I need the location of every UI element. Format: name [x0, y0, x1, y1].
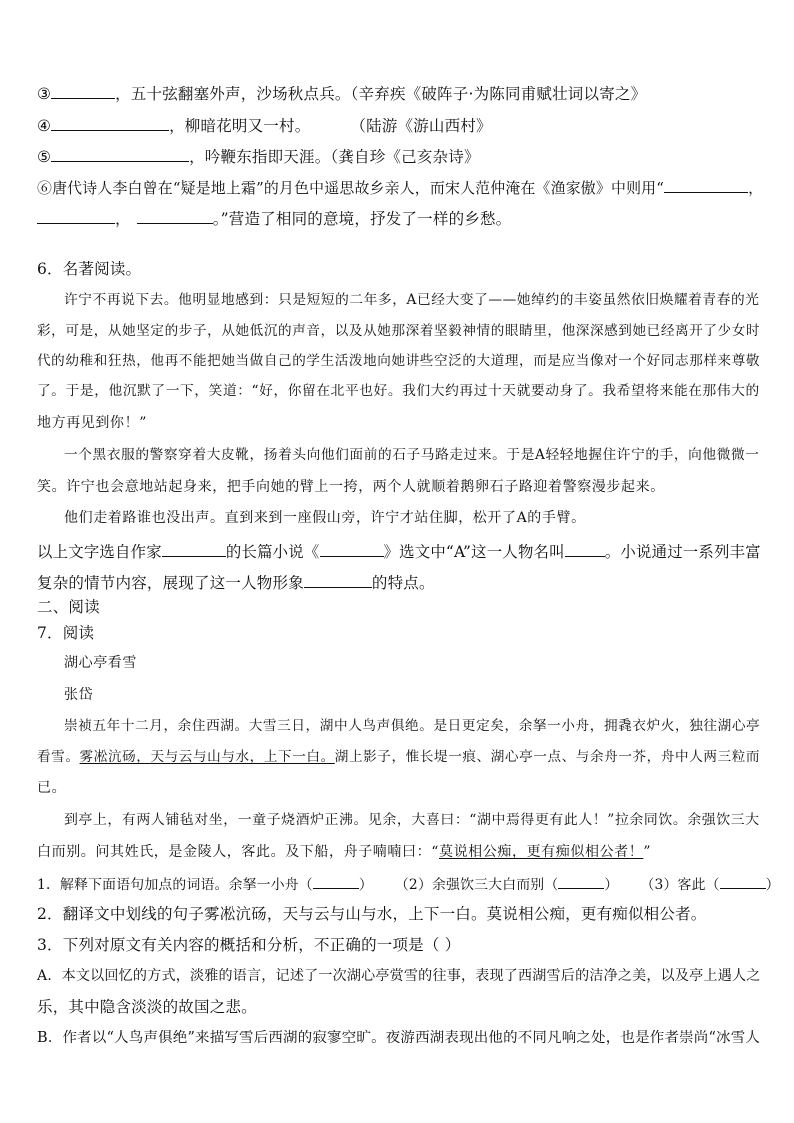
- answer-blank[interactable]: [720, 876, 766, 889]
- option-b-line-1[interactable]: B．作者以“人鸟声俱绝”来描写雪后西湖的寂寥空旷。夜游西湖表现出他的不同凡响之处，也是作者崇尚“冰雪人: [37, 1030, 761, 1046]
- passage-line: 了。于是，他沉默了一下，笑道：“好，你留在北平也好。我们大约再过十天就要动身了。我希望将来能在那伟大的: [37, 383, 760, 399]
- novel-title-blank[interactable]: [320, 542, 384, 557]
- prompt-text: 以上文字选自作家: [37, 543, 162, 561]
- passage-line: 已。: [37, 780, 67, 796]
- answer-blank[interactable]: [51, 116, 169, 131]
- sub-question-1: [37, 876, 780, 893]
- passage-text: 湖上影子，惟长堤一痕、湖心亭一点、与余舟一芥，舟中人两三粒而: [334, 749, 761, 765]
- item-number: ⑤: [37, 148, 52, 166]
- item-text: ，: [115, 210, 131, 228]
- fill-in-item-5: [37, 147, 480, 166]
- passage-line: 笑。许宁也会意地站起身来，把手向她的臂上一挎，两个人就顺着鹅卵石子路迎着警察漫步起来。: [37, 479, 665, 495]
- prompt-text: ）: [358, 877, 373, 893]
- passage-line: 一个黑衣服的警察穿着大皮靴，扬着头向他们面前的石子马路走过来。于是A轻轻地握住许宁的手，向他微微一: [64, 447, 760, 463]
- prompt-text: 的特点。: [371, 574, 435, 592]
- answer-blank[interactable]: [664, 178, 748, 193]
- fill-in-item-6-line-1: [37, 178, 763, 196]
- prompt-text: （3）客此（: [640, 877, 720, 893]
- answer-blank[interactable]: [51, 84, 115, 99]
- prompt-text: ）: [765, 877, 780, 893]
- prompt-text: 的长篇小说《: [225, 543, 320, 561]
- answer-blank[interactable]: [37, 209, 115, 224]
- fill-in-item-4: [37, 116, 492, 135]
- passage-line: 代的幼稚和狂热，他再不能把她当做自己的学生活泼地向她讲些空泛的大道理，而是应当像对一个好同志那样来尊敬: [37, 353, 761, 369]
- question-6-title: 6．名著阅读。: [37, 260, 142, 278]
- underlined-sentence: 莫说相公痴，更有痴似相公者！: [438, 844, 644, 860]
- prompt-text: 1．解释下面语句加点的词语。余拏一小舟（: [37, 877, 313, 893]
- trait-blank[interactable]: [304, 573, 372, 588]
- item-text: ，柳暗花明又一村。: [169, 117, 311, 135]
- passage-line: 许宁不再说下去。他明显地感到：只是短短的二年多，A已经大变了——她绰约的丰姿虽然依旧焕耀着青春的光: [64, 292, 760, 308]
- prompt-text: ）: [604, 877, 619, 893]
- author-blank[interactable]: [162, 542, 226, 557]
- sub-question-3: 3．下列对原文有关内容的概括和分析，不正确的一项是（ ）: [37, 936, 461, 954]
- section-2-title: 二、阅读: [37, 598, 100, 616]
- option-a-line-1[interactable]: A．本文以回忆的方式，淡雅的语言，记述了一次湖心亭赏雪的往事，表现了西湖雪后的洁净之美，以及亭上遇人之: [37, 968, 761, 984]
- passage-text: ”: [643, 844, 652, 860]
- underlined-sentence: 雾凇沆砀，天与云与山与水，上下一白。: [79, 749, 335, 765]
- passage-line: 彩，可是，从她坚定的步子，从她低沉的声音，以及从她那深着坚毅神情的眼睛里，他深深感到她已经离开了少女时: [37, 323, 761, 339]
- item-text: ，吟鞭东指即天涯。（龚自珍《己亥杂诗》: [189, 148, 480, 166]
- item-text: 。”营造了相同的意境，抒发了一样的乡愁。: [212, 210, 512, 228]
- question-7-title: 7．阅读: [37, 624, 95, 642]
- fill-in-item-6-line-2: [37, 209, 511, 228]
- prompt-text: 》选文中“A”这一人物名叫: [383, 543, 565, 561]
- passage-text: 白而别。问其姓氏，是金陵人，客此。及下船，舟子喃喃曰：“: [37, 844, 439, 860]
- character-name-blank[interactable]: [565, 542, 605, 557]
- item-text: ⑥唐代诗人李白曾在“疑是地上霜”的月色中遥思故乡亲人，而宋人范仲淹在《渔家傲》中则用“: [37, 179, 665, 197]
- item-text: ，五十弦翻塞外声，沙场秋点兵。（辛弃疾《破阵子·为陈同甫赋壮词以寄之》: [115, 85, 647, 103]
- answer-blank[interactable]: [558, 876, 604, 889]
- item-number: ④: [37, 117, 52, 135]
- option-a-line-2: 乐，其中隐含淡淡的故国之悲。: [37, 998, 257, 1016]
- prompt-text: （2）余强饮三大白而别（: [394, 877, 559, 893]
- passage-line: 到亭上，有两人铺毡对坐，一童子烧酒炉正沸。见余，大喜曰：“湖中焉得更有此人！”拉余同饮。余强饮三大: [64, 812, 760, 828]
- item-source: （陆游《游山西村》: [350, 117, 492, 135]
- prompt-text: 。小说通过一系列丰富: [604, 543, 761, 561]
- passage-line: 崇祯五年十二月，余住西湖。大雪三日，湖中人鸟声俱绝。是日更定矣，余拏一小舟，拥毳衣炉火，独往湖心亭: [64, 718, 761, 734]
- answer-blank[interactable]: [313, 876, 359, 889]
- poem-author: 张岱: [64, 687, 94, 703]
- poem-title: 湖心亭看雪: [64, 655, 137, 671]
- passage-line: [37, 845, 651, 859]
- fill-in-item-3: [37, 84, 646, 103]
- item-number: ③: [37, 85, 52, 103]
- answer-blank[interactable]: [137, 209, 213, 224]
- item-text: ，: [748, 179, 764, 197]
- passage-line: [37, 751, 760, 765]
- question-6-prompt-line-2: [37, 573, 435, 592]
- passage-line: 地方再见到你！”: [37, 415, 147, 431]
- passage-text: 看雪。: [37, 749, 80, 765]
- prompt-text: 复杂的情节内容，展现了这一人物形象: [37, 574, 304, 592]
- passage-line: 他们走着路谁也没出声。直到来到一座假山旁，许宁才站住脚，松开了A的手臂。: [64, 510, 586, 526]
- question-6-prompt-line-1: [37, 542, 761, 560]
- answer-blank[interactable]: [51, 147, 189, 162]
- sub-question-2: 2．翻译文中划线的句子雾凇沆砀，天与云与山与水，上下一白。莫说相公痴，更有痴似相公者。: [37, 905, 707, 923]
